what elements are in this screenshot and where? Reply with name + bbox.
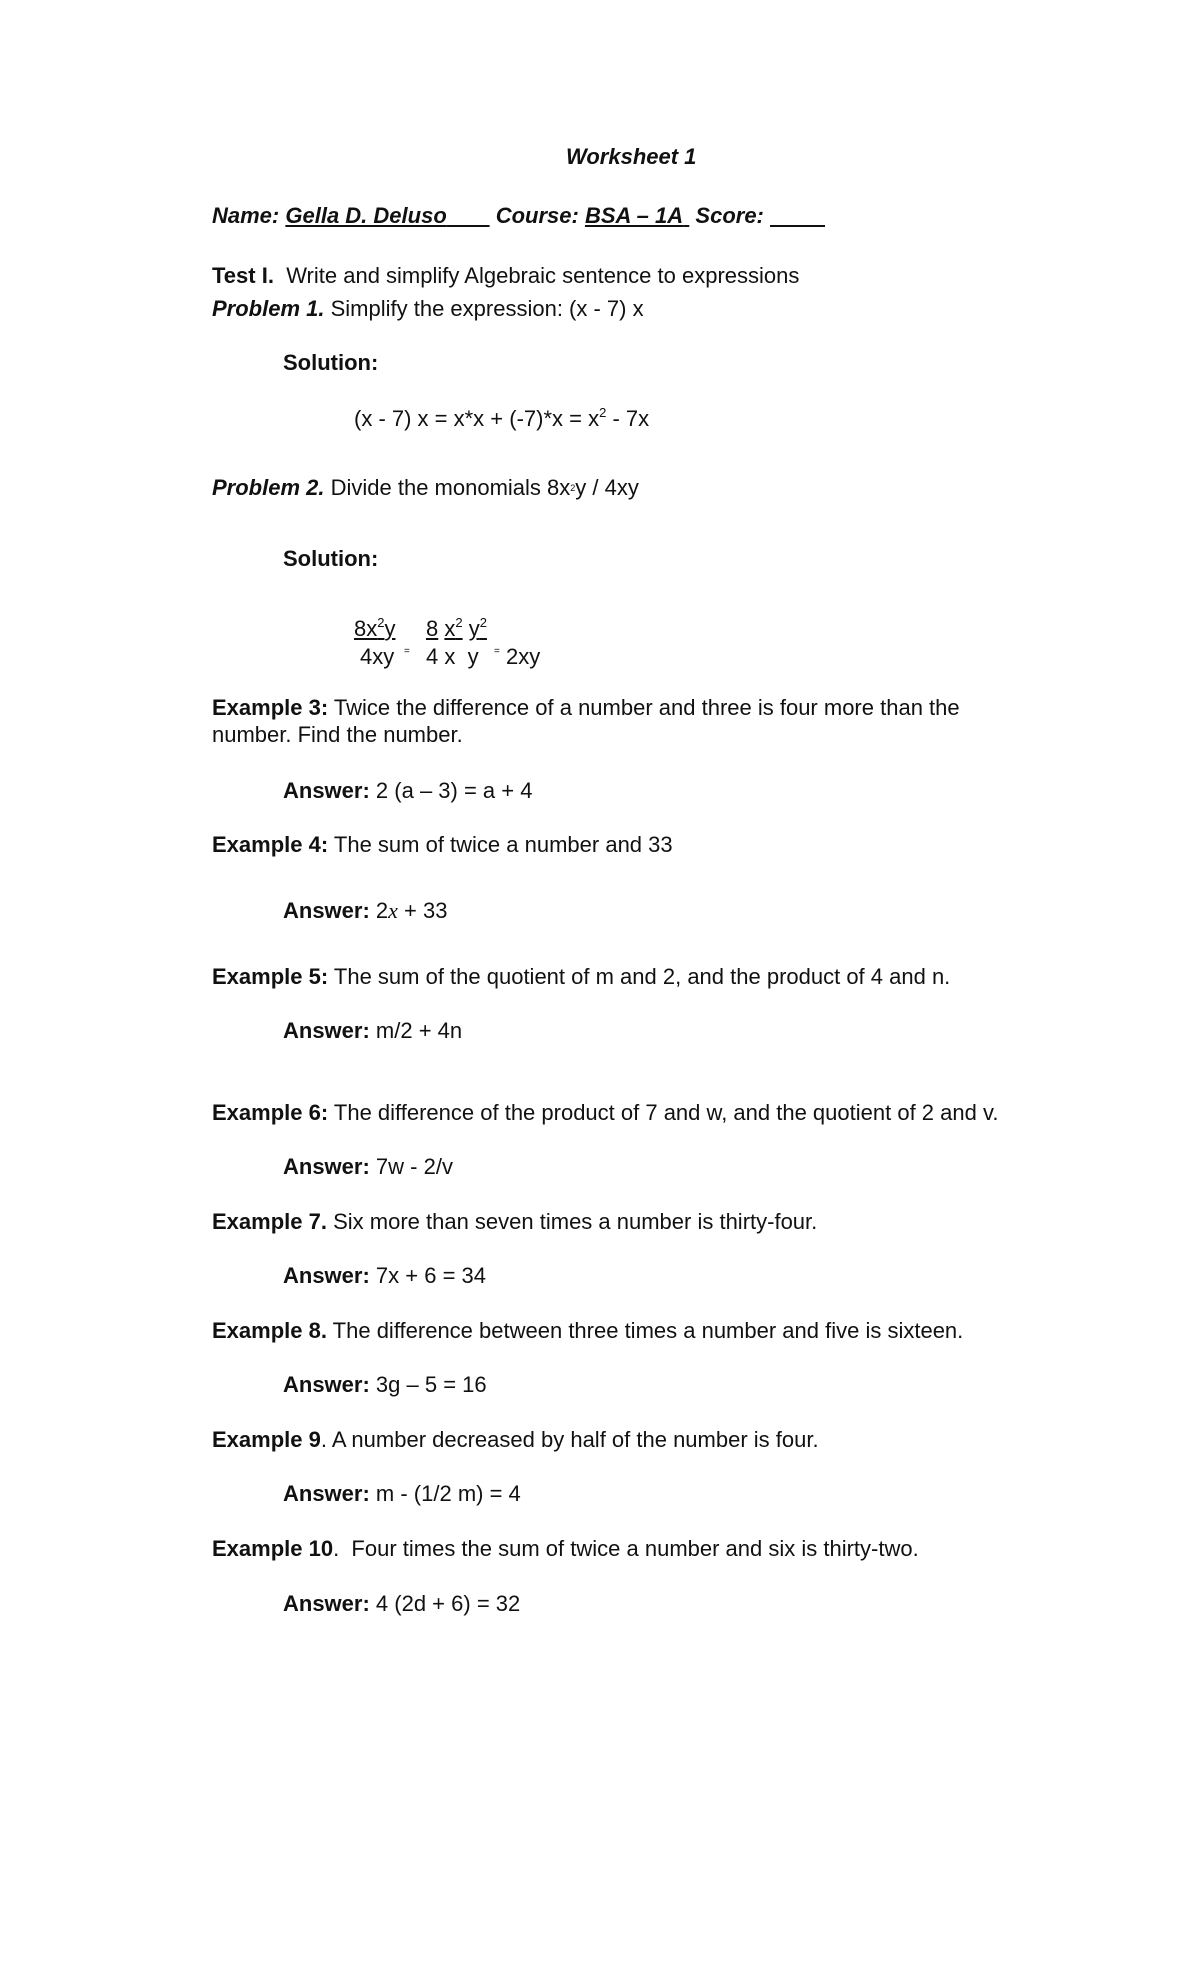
problem-1-solution: (x - 7) $x = x*x + (-7)*x = x^2 - 7x$ [354,405,650,431]
example-3-text-cont: number. Find the number. [212,722,463,747]
fraction-2-denominator: 4 x y [426,644,479,669]
course-label: Course: [495,203,579,228]
problem-1-label: Problem 1. [212,296,325,321]
example-5 [212,966,950,988]
problem-2-text: Divide the monomials 8x2y / 4xy [330,475,639,500]
example-4-answer: Answer: 2x + 33 [283,898,448,923]
equals-sign-1: = [404,646,410,657]
example-7-label: Example 7. [212,1209,327,1234]
score-label: Score: [695,203,764,228]
example-10-text: . Four times the sum of twice a number and six is thirty-two. [333,1536,919,1561]
name-value: Gella D. Deluso [285,203,447,228]
example-5-answer: Answer: m/2 + 4n [283,1018,463,1043]
test-instruction [212,265,799,287]
test-instruction-text: Write and simplify Algebraic sentence to expressions [286,263,800,288]
example-3-label: Example 3: [212,695,329,720]
problem-1 [212,298,644,320]
fraction-1-numerator: $8x^2y$ [354,615,396,641]
example-8-answer: Answer: 3g – 5 = 16 [283,1372,487,1397]
example-6 [212,1102,998,1124]
course-value: BSA – 1A [584,203,684,228]
example-10-answer: Answer: 4 (2d + 6) = 32 [283,1591,521,1616]
example-4 [212,834,673,856]
example-3-text: Twice the difference of a number and three is four more than the [333,695,960,720]
problem-1-text: Simplify the expression: (x - 7) x [330,296,644,321]
example-3 [212,697,960,719]
example-8 [212,1320,963,1342]
example-3-answer: Answer: 2 (a – 3) = a + 4 [283,778,533,803]
example-9-text: . A number decreased by half of the number is four. [320,1427,819,1452]
problem-1-solution-label: Solution: [283,350,379,375]
equals-sign-2: = [494,646,500,657]
page-title: Worksheet 1 [566,144,697,169]
header-info-line [212,205,825,227]
example-6-label: Example 6: [212,1100,329,1125]
example-9-label: Example 9 [212,1427,321,1452]
problem-2-result: 2xy [506,644,541,669]
fraction-2-numerator: 8 $x^2$ $y^2$ [426,615,487,641]
test-label: Test I. [212,263,274,288]
problem-2-solution-label: Solution: [283,546,379,571]
problem-2-label: Problem 2. [212,475,325,500]
example-4-label: Example 4: [212,832,329,857]
example-7 [212,1211,817,1233]
example-7-text: Six more than seven times a number is thirty-four. [333,1209,818,1234]
example-9 [212,1429,819,1451]
example-8-label: Example 8. [212,1318,327,1343]
example-5-text: The sum of the quotient of m and 2, and the product of 4 and n. [333,964,951,989]
example-7-answer: Answer: 7x + 6 = 34 [283,1263,487,1288]
example-10-label: Example 10 [212,1536,334,1561]
example-6-text: The difference of the product of 7 and w, and the quotient of 2 and v. [333,1100,999,1125]
example-9-answer: Answer: m - (1/2 m) = 4 [283,1481,521,1506]
name-label: Name: [212,203,280,228]
example-4-text: The sum of twice a number and 33 [333,832,673,857]
problem-2 [212,477,639,499]
example-6-answer: Answer: 7w - 2/v [283,1154,453,1179]
example-8-text: The difference between three times a number and five is sixteen. [332,1318,964,1343]
example-5-label: Example 5: [212,964,329,989]
score-blank [770,203,825,228]
fraction-1-denominator: 4xy [360,644,395,669]
example-10 [212,1538,919,1560]
